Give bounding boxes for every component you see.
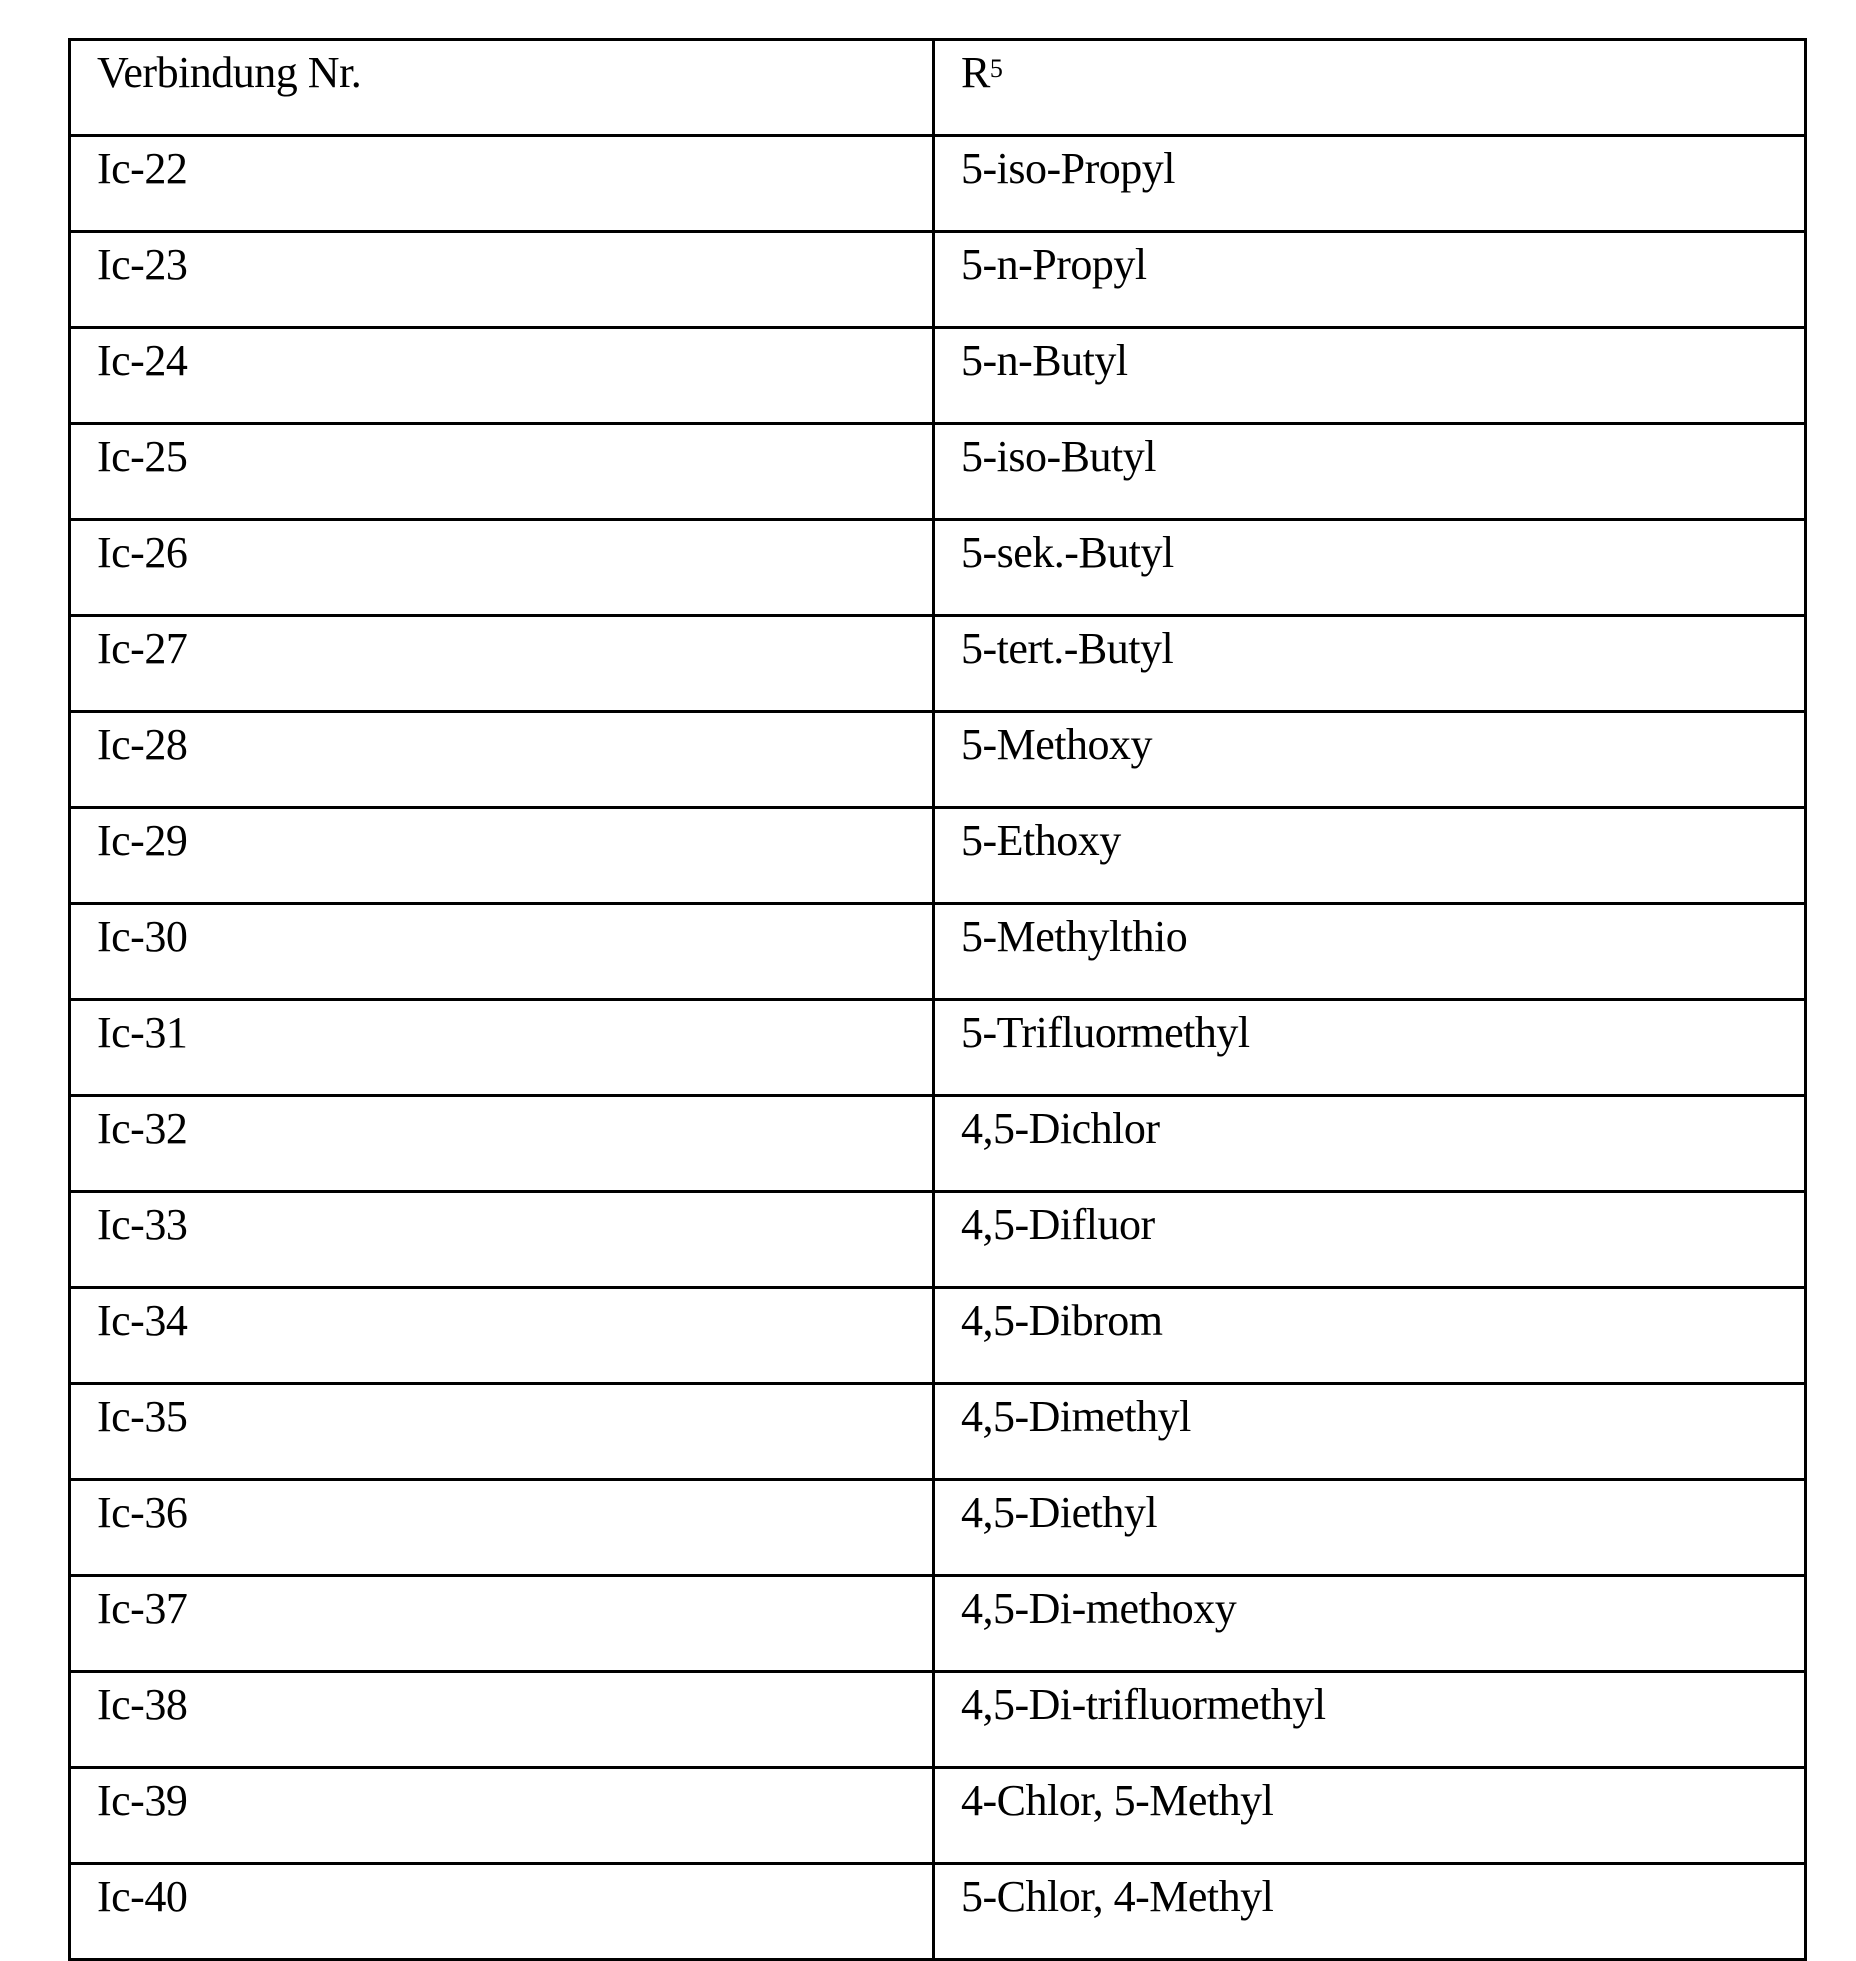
r5-substituent-cell (934, 712, 1806, 808)
r5-substituent-cell (934, 616, 1806, 712)
compound-number: Ic-32 (97, 1104, 188, 1153)
header-row (70, 40, 1806, 136)
compound-number: Ic-39 (97, 1776, 188, 1825)
r5-substituent: 4,5-Di-methoxy (961, 1584, 1237, 1633)
table-row (70, 232, 1806, 328)
r5-substituent-cell (934, 904, 1806, 1000)
header-r5 (934, 40, 1806, 136)
compound-number: Ic-31 (97, 1008, 188, 1057)
table-row (70, 1768, 1806, 1864)
compound-number-cell (70, 424, 934, 520)
compound-number-cell (70, 1000, 934, 1096)
compound-table (68, 38, 1807, 1961)
compound-number: Ic-24 (97, 336, 188, 385)
table-row (70, 904, 1806, 1000)
table-row (70, 1288, 1806, 1384)
compound-number-cell (70, 520, 934, 616)
r5-substituent: 4,5-Dibrom (961, 1296, 1163, 1345)
table-row (70, 712, 1806, 808)
compound-number: Ic-28 (97, 720, 188, 769)
compound-number: Ic-37 (97, 1584, 188, 1633)
r5-substituent: 4,5-Difluor (961, 1200, 1155, 1249)
r5-substituent: 5-Methoxy (961, 720, 1153, 769)
table-row (70, 808, 1806, 904)
table-row (70, 328, 1806, 424)
r5-substituent: 5-Trifluormethyl (961, 1008, 1250, 1057)
table-row (70, 1096, 1806, 1192)
r5-substituent: 5-Chlor, 4-Methyl (961, 1872, 1274, 1921)
r5-substituent-cell (934, 1096, 1806, 1192)
r5-substituent-cell (934, 1288, 1806, 1384)
compound-number-cell (70, 1672, 934, 1768)
compound-number-cell (70, 1192, 934, 1288)
compound-number: Ic-36 (97, 1488, 188, 1537)
table-row (70, 616, 1806, 712)
table-row (70, 424, 1806, 520)
header-compound-number-label: Verbindung Nr. (97, 48, 362, 97)
r5-substituent-cell (934, 424, 1806, 520)
compound-number: Ic-33 (97, 1200, 188, 1249)
r5-substituent-cell (934, 808, 1806, 904)
r5-substituent: 4,5-Di-trifluormethyl (961, 1680, 1326, 1729)
compound-number-cell (70, 904, 934, 1000)
compound-number-cell (70, 328, 934, 424)
compound-number-cell (70, 616, 934, 712)
compound-number-cell (70, 808, 934, 904)
table-row (70, 1672, 1806, 1768)
compound-number: Ic-26 (97, 528, 188, 577)
compound-number-cell (70, 136, 934, 232)
compound-number-cell (70, 1480, 934, 1576)
r5-substituent: 4-Chlor, 5-Methyl (961, 1776, 1274, 1825)
compound-number-cell (70, 1384, 934, 1480)
table-row (70, 136, 1806, 232)
r5-substituent-cell (934, 520, 1806, 616)
compound-number-cell (70, 712, 934, 808)
compound-number: Ic-22 (97, 144, 188, 193)
compound-number-cell (70, 1864, 934, 1960)
r5-substituent-cell (934, 1192, 1806, 1288)
table-row (70, 1384, 1806, 1480)
r5-substituent: 5-tert.-Butyl (961, 624, 1174, 673)
compound-number: Ic-29 (97, 816, 188, 865)
compound-number: Ic-34 (97, 1296, 188, 1345)
compound-number: Ic-30 (97, 912, 188, 961)
table-row (70, 1480, 1806, 1576)
table-row (70, 520, 1806, 616)
compound-number: Ic-38 (97, 1680, 188, 1729)
compound-number: Ic-23 (97, 240, 188, 289)
compound-number-cell (70, 1576, 934, 1672)
compound-number: Ic-35 (97, 1392, 188, 1441)
r5-substituent-cell (934, 136, 1806, 232)
r5-substituent: 5-iso-Butyl (961, 432, 1156, 481)
r5-substituent: 5-n-Propyl (961, 240, 1147, 289)
compound-number-cell (70, 1096, 934, 1192)
r5-substituent-cell (934, 1576, 1806, 1672)
table-row (70, 1192, 1806, 1288)
compound-number-cell (70, 232, 934, 328)
compound-number: Ic-27 (97, 624, 188, 673)
r5-substituent: 4,5-Dichlor (961, 1104, 1160, 1153)
r5-substituent-cell (934, 1000, 1806, 1096)
r5-substituent: 5-sek.-Butyl (961, 528, 1174, 577)
r5-substituent: 5-Ethoxy (961, 816, 1121, 865)
header-compound-number (70, 40, 934, 136)
header-r5-superscript: 5 (989, 54, 1003, 83)
r5-substituent-cell (934, 328, 1806, 424)
compound-number-cell (70, 1768, 934, 1864)
table-row (70, 1864, 1806, 1960)
r5-substituent: 5-n-Butyl (961, 336, 1128, 385)
r5-substituent: 5-iso-Propyl (961, 144, 1175, 193)
r5-substituent-cell (934, 1672, 1806, 1768)
table-row (70, 1576, 1806, 1672)
r5-substituent-cell (934, 1864, 1806, 1960)
table-row (70, 1000, 1806, 1096)
r5-substituent-cell (934, 1384, 1806, 1480)
header-r5-base: R (961, 48, 990, 97)
compound-number: Ic-25 (97, 432, 188, 481)
r5-substituent-cell (934, 232, 1806, 328)
r5-substituent-cell (934, 1768, 1806, 1864)
r5-substituent-cell (934, 1480, 1806, 1576)
r5-substituent: 4,5-Dimethyl (961, 1392, 1191, 1441)
compound-number-cell (70, 1288, 934, 1384)
compound-number: Ic-40 (97, 1872, 188, 1921)
r5-substituent: 4,5-Diethyl (961, 1488, 1158, 1537)
r5-substituent: 5-Methylthio (961, 912, 1188, 961)
